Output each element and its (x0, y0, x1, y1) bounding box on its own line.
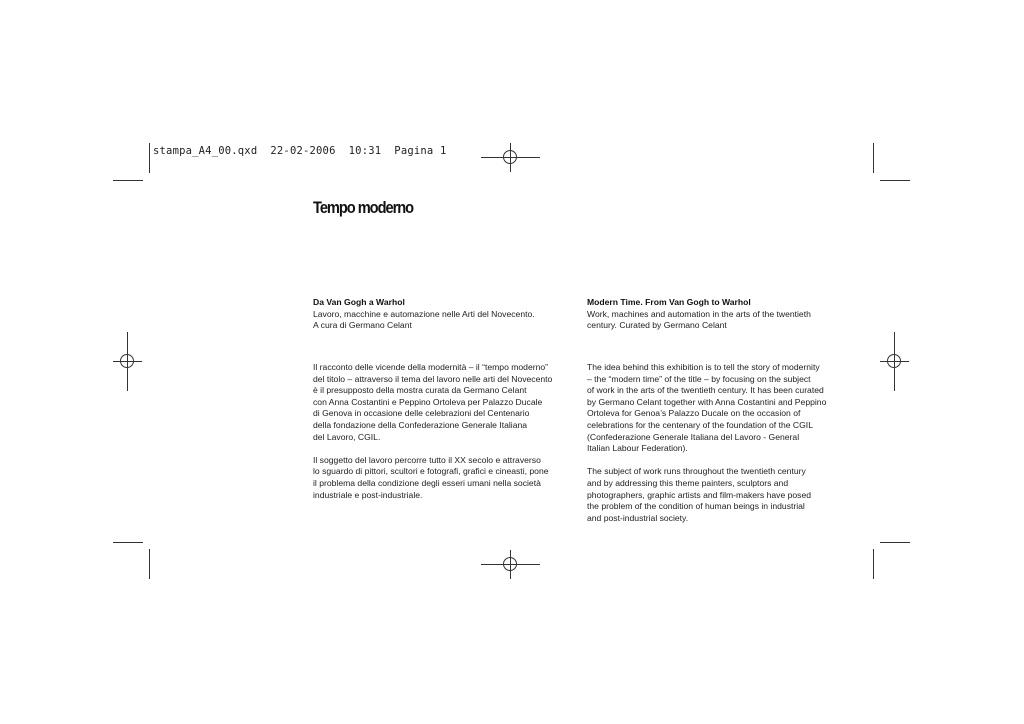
crop-mark-top-right-vertical (873, 143, 874, 173)
english-heading-block (587, 297, 847, 332)
italian-paragraph-1 (313, 362, 575, 443)
italian-heading-block (313, 297, 573, 332)
text-line: il problema della condizione degli esseri umani nella società (313, 477, 541, 488)
text-line: The subject of work runs throughout the twentieth century (587, 466, 806, 477)
registration-mark-top-circle (503, 150, 517, 164)
text-line: (Confederazione Generale Italiana del Lavoro - General (587, 431, 800, 442)
english-subtitle-line-1: Work, machines and automation in the arts of the twentieth (587, 308, 811, 319)
slug-line: stampa_A4_00.qxd 22-02-2006 10:31 Pagina 1 (153, 145, 447, 157)
text-line: di Genova in occasione delle celebrazioni del Centenario (313, 408, 530, 419)
crop-mark-bottom-left-vertical (149, 549, 150, 579)
text-line: and post-industrial society. (587, 512, 689, 523)
page-title: Tempo moderno (313, 198, 414, 217)
text-line: The idea behind this exhibition is to tell the story of modernity (587, 362, 820, 372)
english-paragraph-2 (587, 466, 849, 524)
italian-subtitle: Lavoro, macchine e automazione nelle Arti del Novecento. (313, 308, 535, 319)
text-line: of work in the arts of the twentieth century. It has been curated (587, 385, 824, 396)
crop-mark-top-left-horizontal (113, 180, 143, 181)
paragraph-gap (313, 443, 575, 455)
text-line: by Germano Celant together with Anna Costantini and Peppino (587, 396, 827, 407)
text-line: Il racconto delle vicende della modernità – il “tempo moderno” (313, 362, 549, 372)
english-body (587, 362, 849, 524)
text-line: del titolo – attraverso il tema del lavoro nelle arti del Novecento (313, 373, 553, 384)
text-line: Il soggetto del lavoro percorre tutto il XX secolo e attraverso (313, 454, 541, 465)
crop-mark-bottom-left-horizontal (113, 542, 143, 543)
italian-body (313, 362, 575, 501)
english-paragraph-1 (587, 362, 849, 455)
text-line: della fondazione della Confederazione Generale Italiana (313, 419, 528, 430)
text-line: lo sguardo di pittori, scultori e fotografi, grafici e cineasti, pone (313, 466, 549, 477)
text-line: – the “modern time” of the title – by focusing on the subject (587, 373, 811, 384)
text-line: photographers, graphic artists and film-makers have posed (587, 489, 812, 500)
italian-curator: A cura di Germano Celant (313, 320, 412, 331)
crop-mark-top-left-vertical (149, 143, 150, 173)
text-line: celebrations for the centenary of the foundation of the CGIL (587, 419, 813, 430)
crop-mark-bottom-right-vertical (873, 549, 874, 579)
registration-mark-left-circle (120, 354, 134, 368)
paragraph-gap (587, 455, 849, 467)
registration-mark-bottom-circle (503, 557, 517, 571)
text-line: Italian Labour Federation). (587, 443, 688, 454)
text-line: industriale e post-industriale. (313, 489, 423, 500)
italian-paragraph-2 (313, 455, 575, 501)
text-line: del Lavoro, CGIL. (313, 431, 381, 442)
text-line: con Anna Costantini e Peppino Ortoleva per Palazzo Ducale (313, 396, 543, 407)
english-subtitle-line-2: century. Curated by Germano Celant (587, 320, 727, 331)
text-line: the problem of the condition of human beings in industrial (587, 501, 805, 512)
english-heading: Modern Time. From Van Gogh to Warhol (587, 297, 751, 307)
crop-mark-top-right-horizontal (880, 180, 910, 181)
text-line: Ortoleva for Genoa’s Palazzo Ducale on the occasion of (587, 408, 801, 419)
text-line: è il presupposto della mostra curata da Germano Celant (313, 385, 527, 396)
registration-mark-right-circle (887, 354, 901, 368)
crop-mark-bottom-right-horizontal (880, 542, 910, 543)
italian-heading: Da Van Gogh a Warhol (313, 297, 405, 307)
text-line: and by addressing this theme painters, sculptors and (587, 477, 789, 488)
